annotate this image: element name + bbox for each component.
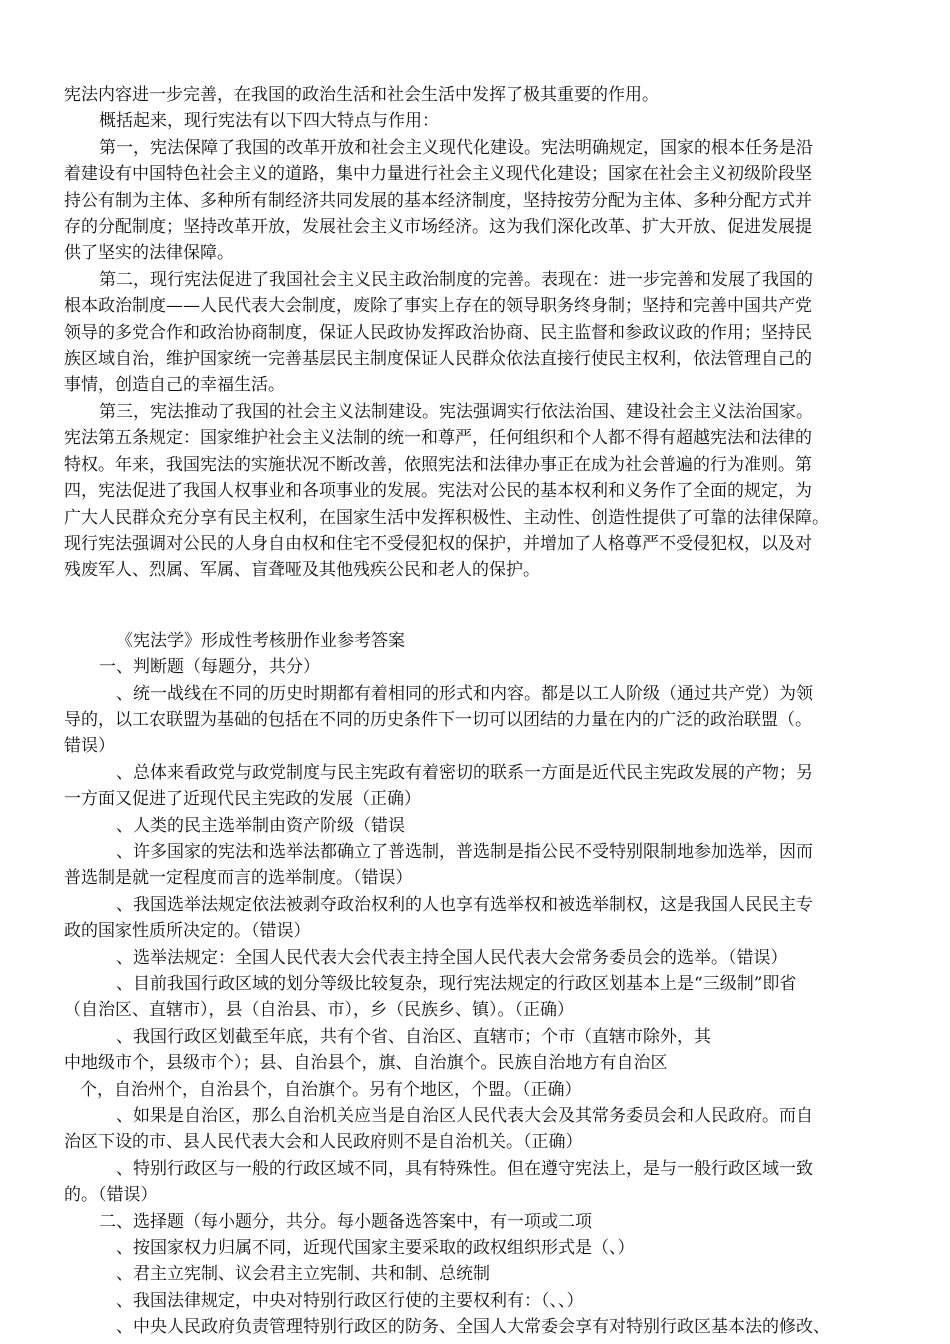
text-line: 存的分配制度；坚持改革开放，发展社会主义市场经济。这为我们深化改革、扩大开放、促进发展提: [64, 217, 812, 238]
question-line: 、目前我国行政区域的划分等级比较复杂，现行宪法规定的行政区划基本上是“三级制”即省: [116, 974, 797, 994]
text-line: 现行宪法强调对公民的人身自由权和住宅不受侵犯权的保护，并增加了人格尊严不受侵犯权，以及对: [64, 533, 812, 554]
text-line: 残废军人、烈属、军属、盲聋哑及其他残疾公民和老人的保护。: [64, 560, 540, 581]
question-line: 普选制是就一定程度而言的选举制度。（错误）: [64, 868, 413, 889]
section-title: 《宪法学》形成性考核册作业参考答案: [116, 630, 405, 651]
text-line: 宪法内容进一步完善，在我国的政治生活和社会生活中发挥了极其重要的作用。: [64, 85, 659, 105]
question-line: 、我国法律规定，中央对特别行政区行使的主要权利有：（、、）: [116, 1290, 584, 1311]
text-line: 第二，现行宪法促进了我国社会主义民主政治制度的完善。表现在：进一步完善和发展了我国的: [99, 269, 813, 290]
question-line: 、统一战线在不同的历史时期都有着相同的形式和内容。都是以工人阶级（通过共产党）为领: [116, 683, 813, 704]
text-line: 宪法第五条规定：国家维护社会主义法制的统一和尊严，任何组织和个人都不得有超越宪法和法律的: [64, 428, 812, 449]
question-line: 个，自治州个，自治县个，自治旗个。另有个地区，个盟。（正确）: [80, 1079, 582, 1100]
text-line: 供了坚实的法律保障。: [64, 243, 234, 264]
question-line: 、如果是自治区，那么自治机关应当是自治区人民代表大会及其常务委员会和人民政府。而自: [116, 1106, 813, 1127]
question-line: 中地级市个，县级市个）；县、自治县个，旗、自治旗个。民族自治地方有自治区: [64, 1053, 668, 1074]
text-line: 四，宪法促进了我国人权事业和各项事业的发展。宪法对公民的基本权利和义务作了全面的规定，为: [64, 481, 812, 502]
text-line: 特权。年来，我国宪法的实施状况不断改善，依照宪法和法律办事正在成为社会普遍的行为准则。第: [64, 454, 812, 475]
text-line: 领导的多党合作和政治协商制度，保证人民政协发挥政治协商、民主监督和参政议政的作用；坚持民: [64, 322, 812, 343]
question-line: 治区下设的市、县人民代表大会和人民政府则不是自治机关。（正确）: [64, 1132, 583, 1153]
question-line: 、按国家权力归属不同，近现代国家主要采取的政权组织形式是（、）: [116, 1238, 635, 1259]
question-line: 、特别行政区与一般的行政区域不同，具有特殊性。但在遵守宪法上，是与一般行政区域一致: [116, 1158, 813, 1179]
question-line: 、选举法规定：全国人民代表大会代表主持全国人民代表大会常务委员会的选举。（错误）: [116, 947, 788, 968]
question-line: 、人类的民主选举制由资产阶级（错误: [116, 815, 405, 836]
section-heading: 一、判断题（每题分，共分）: [99, 657, 320, 678]
section-heading: 二、选择题（每小题分，共分。每小题备选答案中，有一项或二项: [99, 1211, 592, 1232]
question-line: 、君主立宪制、议会君主立宪制、共和制、总统制: [116, 1264, 490, 1285]
section-gap: [64, 584, 918, 628]
question-line: 错误）: [64, 736, 115, 757]
text-line: 事情，创造自己的幸福生活。: [64, 375, 285, 396]
text-line: 族区域自治，维护国家统一完善基层民主制度保证人民群众依法直接行使民主权利，依法管理自己的: [64, 349, 812, 370]
question-line: 、我国选举法规定依法被剥夺政治权利的人也享有选举权和被选举制权，这是我国人民民主专: [116, 894, 813, 915]
text-line: 着建设有中国特色社会主义的道路，集中力量进行社会主义现代化建设；国家在社会主义初级阶段坚: [64, 164, 812, 185]
document-body: [64, 82, 918, 1341]
question-line: 、总体来看政党与政党制度与民主宪政有着密切的联系一方面是近代民主宪政发展的产物；另: [116, 762, 813, 783]
text-line: 广大人民群众充分享有民主权利，在国家生活中发挥积极性、主动性、创造性提供了可靠的法律保障。: [64, 507, 829, 528]
text-line: 第一，宪法保障了我国的改革开放和社会主义现代化建设。宪法明确规定，国家的根本任务是沿: [99, 137, 813, 158]
question-line: 一方面又促进了近现代民主宪政的发展（正确）: [64, 789, 421, 810]
question-line: 导的，以工农联盟为基础的包括在不同的历史条件下一切可以团结的力量在内的广泛的政治联盟（。: [64, 709, 812, 730]
text-line: 第三，宪法推动了我国的社会主义法制建设。宪法强调实行依法治国、建设社会主义法治国家。: [99, 401, 813, 422]
text-line: 概括起来，现行宪法有以下四大特点与作用：: [99, 111, 439, 132]
text-line: 持公有制为主体、多种所有制经济共同发展的基本经济制度，坚持按劳分配为主体、多种分配方式并: [64, 190, 812, 211]
question-line: 、我国行政区划截至年底，共有个省、自治区、直辖市；个市（直辖市除外，其: [116, 1026, 711, 1047]
question-line: （自治区、直辖市），县（自治县、市），乡（民族乡、镇）。（正确）: [64, 1000, 574, 1021]
question-line: 、许多国家的宪法和选举法都确立了普选制，普选制是指公民不受特别限制地参加选举，因而: [116, 841, 813, 862]
question-line: 、中央人民政府负责管理特别行政区的防务、全国人大常委会享有对特别行政区基本法的修改、: [116, 1317, 830, 1338]
question-line: 的。（错误）: [64, 1185, 158, 1206]
question-line: 政的国家性质所决定的。（错误）: [64, 921, 311, 942]
text-line: 根本政治制度——人民代表大会制度，废除了事实上存在的领导职务终身制；坚持和完善中国共产党: [64, 296, 812, 317]
